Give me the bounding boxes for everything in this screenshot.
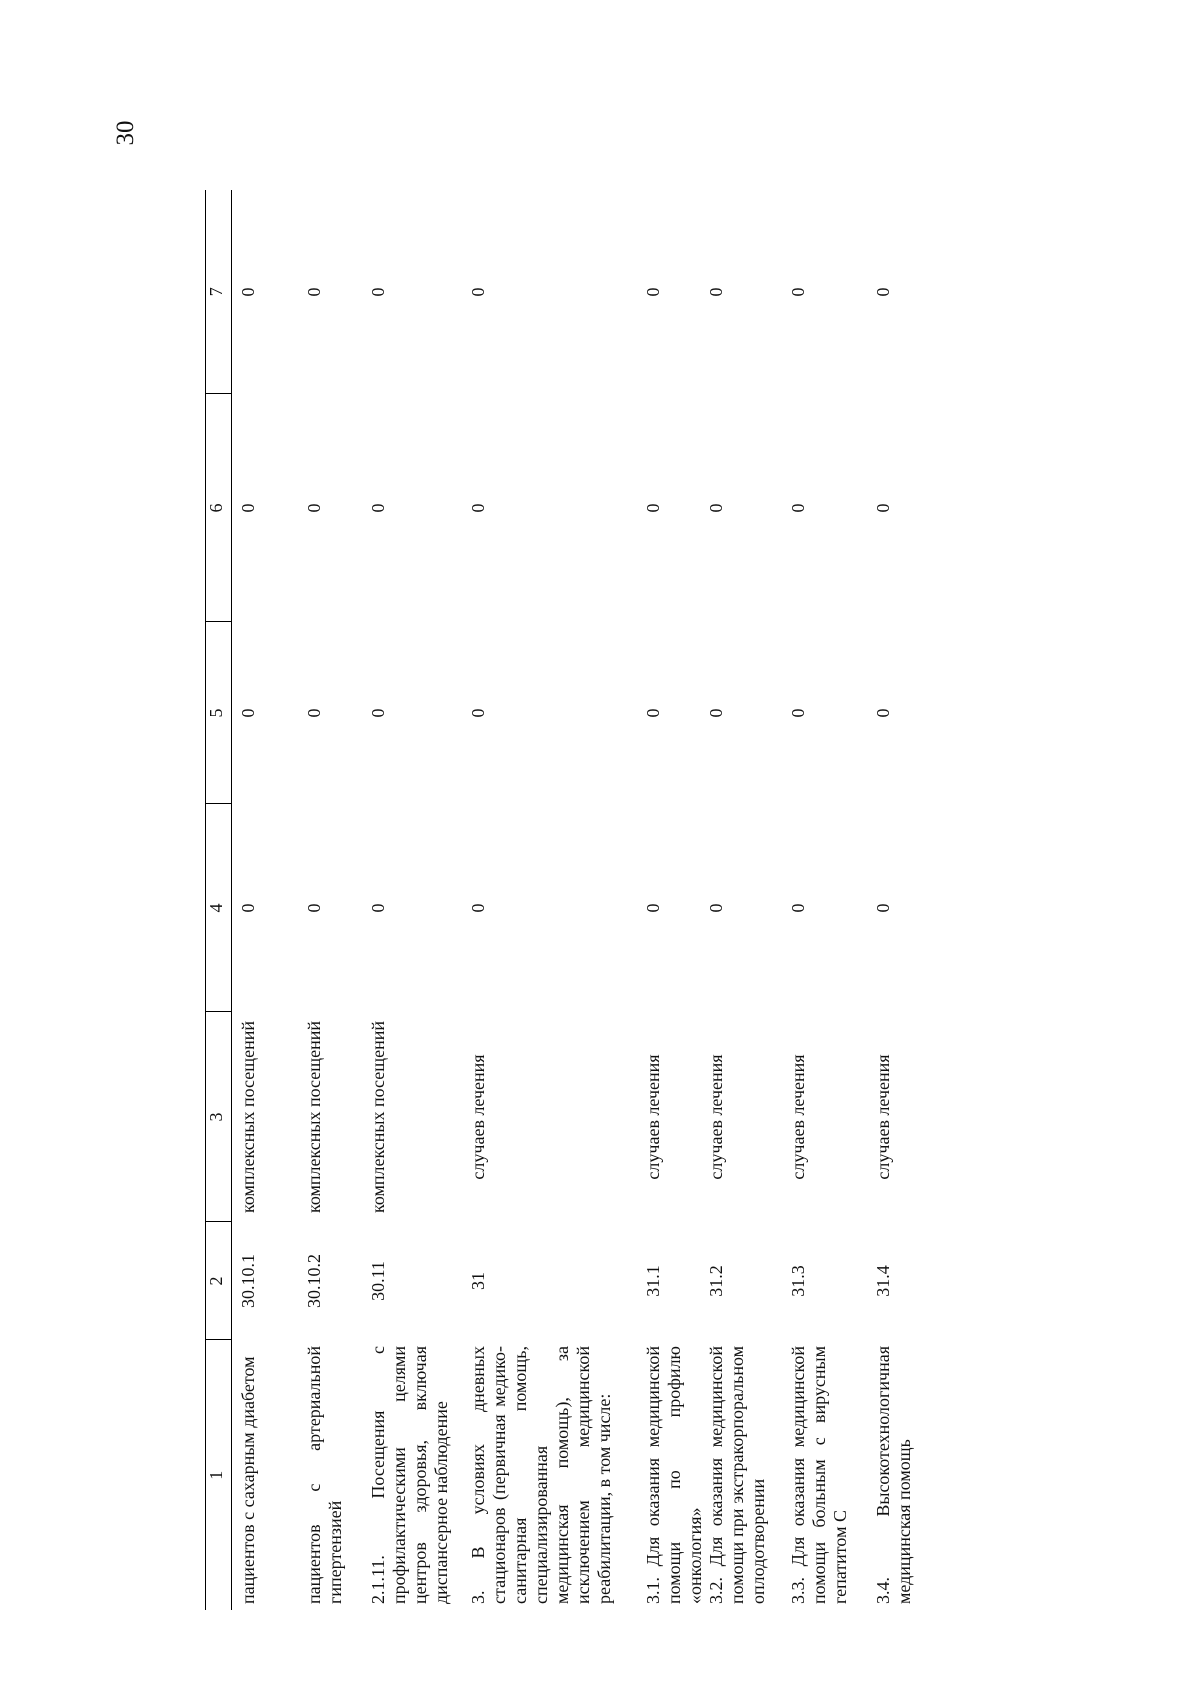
row-unit: случаев лечения — [706, 1054, 726, 1180]
row-code: 31.2 — [706, 1265, 726, 1297]
row-name: 3.2. Для оказания медицинской помощи при экстракорпоральном оплодотворении — [706, 1346, 768, 1604]
table-row — [304, 190, 368, 1610]
column-number: 4 — [206, 804, 232, 1012]
row-value-col4: 0 — [368, 903, 388, 913]
row-value-col5: 0 — [706, 708, 726, 718]
row-value-col4: 0 — [873, 903, 893, 913]
row-value-col4: 0 — [643, 903, 663, 913]
row-value-col4: 0 — [468, 903, 488, 913]
row-value-col7: 0 — [368, 287, 388, 297]
row-value-col5: 0 — [238, 708, 258, 718]
row-unit: комплексных посещений — [304, 1020, 324, 1214]
column-number: 3 — [206, 1012, 232, 1222]
row-name: 3.1. Для оказания медицинской помощи по профилю «онкология» — [643, 1346, 705, 1604]
row-code: 30.11 — [368, 1261, 388, 1301]
row-value-col5: 0 — [304, 708, 324, 718]
rotated-table-container — [205, 190, 925, 1610]
row-unit: комплексных посещений — [238, 1020, 258, 1214]
row-name: пациентов с сахарным диабетом — [238, 1356, 258, 1604]
row-value-col5: 0 — [368, 708, 388, 718]
row-value-col5: 0 — [873, 708, 893, 718]
row-name: 3. В условиях дневных стационаров (первичная медико-санитарная помощь, специализированная медицинская помощь), за исключением медицинской реабилитации, в том числе: — [468, 1346, 614, 1604]
row-value-col7: 0 — [304, 287, 324, 297]
table-row — [788, 190, 873, 1610]
row-value-col5: 0 — [468, 708, 488, 718]
row-value-col4: 0 — [238, 903, 258, 913]
row-name: 3.4. Высокотехнологичная медицинская помощь — [873, 1346, 914, 1604]
row-code: 30.10.1 — [238, 1254, 258, 1308]
row-name: 3.3. Для оказания медицинской помощи больным с вирусным гепатитом С — [788, 1346, 850, 1604]
row-value-col6: 0 — [788, 503, 808, 513]
row-value-col7: 0 — [873, 287, 893, 297]
table-row — [468, 190, 643, 1610]
column-number: 2 — [206, 1222, 232, 1340]
row-code: 31.3 — [788, 1265, 808, 1297]
table-row — [873, 190, 933, 1610]
column-number: 6 — [206, 394, 232, 622]
row-unit: случаев лечения — [468, 1054, 488, 1180]
row-value-col7: 0 — [788, 287, 808, 297]
row-value-col6: 0 — [468, 503, 488, 513]
table-row — [706, 190, 788, 1610]
row-value-col4: 0 — [706, 903, 726, 913]
data-table — [205, 190, 933, 1610]
row-value-col6: 0 — [238, 503, 258, 513]
row-code: 31.1 — [643, 1265, 663, 1297]
row-code: 31.4 — [873, 1265, 893, 1297]
table-row — [643, 190, 706, 1610]
page-number: 30 — [112, 120, 139, 146]
row-unit: случаев лечения — [873, 1054, 893, 1180]
row-name: пациентов с артериальной гипертензией — [304, 1346, 345, 1604]
row-value-col7: 0 — [238, 287, 258, 297]
column-number: 5 — [206, 622, 232, 804]
row-unit: случаев лечения — [788, 1054, 808, 1180]
row-unit: случаев лечения — [643, 1054, 663, 1180]
row-value-col7: 0 — [468, 287, 488, 297]
table-row — [368, 190, 468, 1610]
table-row — [232, 190, 305, 1610]
row-value-col5: 0 — [643, 708, 663, 718]
column-number-row — [206, 190, 232, 1610]
row-unit: комплексных посещений — [368, 1020, 388, 1214]
row-name: 2.1.11. Посещения с профилактическими целями центров здоровья, включая диспансерное наблюдение — [368, 1346, 451, 1604]
column-number: 1 — [206, 1340, 232, 1610]
row-value-col5: 0 — [788, 708, 808, 718]
row-value-col4: 0 — [304, 903, 324, 913]
row-value-col6: 0 — [706, 503, 726, 513]
row-code: 30.10.2 — [304, 1254, 324, 1308]
row-code: 31 — [468, 1272, 488, 1290]
row-value-col4: 0 — [788, 903, 808, 913]
row-value-col6: 0 — [873, 503, 893, 513]
column-number: 7 — [206, 190, 232, 394]
row-value-col6: 0 — [643, 503, 663, 513]
row-value-col7: 0 — [643, 287, 663, 297]
row-value-col6: 0 — [368, 503, 388, 513]
row-value-col7: 0 — [706, 287, 726, 297]
row-value-col6: 0 — [304, 503, 324, 513]
